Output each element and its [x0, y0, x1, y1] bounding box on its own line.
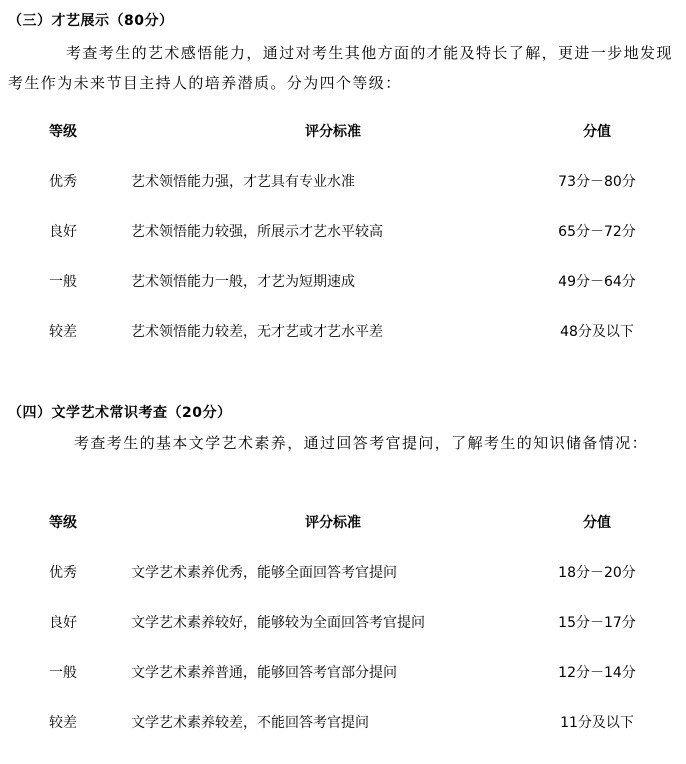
- header-score: 分值: [583, 124, 611, 140]
- grade-cell: 一般: [49, 274, 77, 290]
- section-4-title: （四）文学艺术常识考查（20分）: [8, 405, 232, 421]
- section-4-paragraph-text: 考查考生的基本文学艺术素养，通过回答考官提问，了解考生的知识储备情况：: [74, 434, 649, 452]
- section-3-paragraph: [8, 38, 680, 98]
- grade-cell: 优秀: [49, 565, 77, 581]
- section-3-paragraph-text: 考查考生的艺术感悟能力，通过对考生其他方面的才能及特长了解，更进一步地发现考生作为未来节目主持人的培养潜质。分为四个等级：: [8, 44, 673, 92]
- criteria-cell: 艺术领悟能力较强，所展示才艺水平较高: [131, 224, 383, 240]
- table-row: [0, 611, 686, 635]
- table-row: [0, 661, 686, 685]
- table-row: [0, 320, 686, 344]
- score-cell: 73分－80分: [558, 174, 636, 190]
- criteria-cell: 文学艺术素养普通，能够回答考官部分提问: [131, 665, 397, 681]
- section-4-paragraph: [8, 428, 680, 458]
- header-criteria: 评分标准: [305, 515, 361, 531]
- section-3-title: （三）才艺展示（80分）: [8, 13, 174, 29]
- table-header-row: [0, 511, 686, 535]
- table-row: [0, 711, 686, 735]
- grade-cell: 优秀: [49, 174, 77, 190]
- criteria-cell: 艺术领悟能力一般，才艺为短期速成: [131, 274, 355, 290]
- table-row: [0, 170, 686, 194]
- table-row: [0, 270, 686, 294]
- score-cell: 15分－17分: [558, 615, 636, 631]
- score-cell: 65分－72分: [558, 224, 636, 240]
- table-row: [0, 561, 686, 585]
- table-header-row: [0, 120, 686, 144]
- grade-cell: 一般: [49, 665, 77, 681]
- header-grade: 等级: [49, 124, 77, 140]
- criteria-cell: 文学艺术素养较好，能够较为全面回答考官提问: [131, 615, 425, 631]
- grade-cell: 良好: [49, 224, 77, 240]
- header-criteria: 评分标准: [305, 124, 361, 140]
- score-cell: 49分－64分: [558, 274, 636, 290]
- criteria-cell: 艺术领悟能力强，才艺具有专业水准: [131, 174, 355, 190]
- score-cell: 11分及以下: [560, 715, 634, 731]
- grade-cell: 较差: [49, 324, 77, 340]
- criteria-cell: 艺术领悟能力较差，无才艺或才艺水平差: [131, 324, 383, 340]
- table-row: [0, 220, 686, 244]
- score-cell: 18分－20分: [558, 565, 636, 581]
- score-cell: 12分－14分: [558, 665, 636, 681]
- grade-cell: 较差: [49, 715, 77, 731]
- criteria-cell: 文学艺术素养较差，不能回答考官提问: [131, 715, 369, 731]
- header-grade: 等级: [49, 515, 77, 531]
- criteria-cell: 文学艺术素养优秀，能够全面回答考官提问: [131, 565, 397, 581]
- score-cell: 48分及以下: [560, 324, 634, 340]
- header-score: 分值: [583, 515, 611, 531]
- grade-cell: 良好: [49, 615, 77, 631]
